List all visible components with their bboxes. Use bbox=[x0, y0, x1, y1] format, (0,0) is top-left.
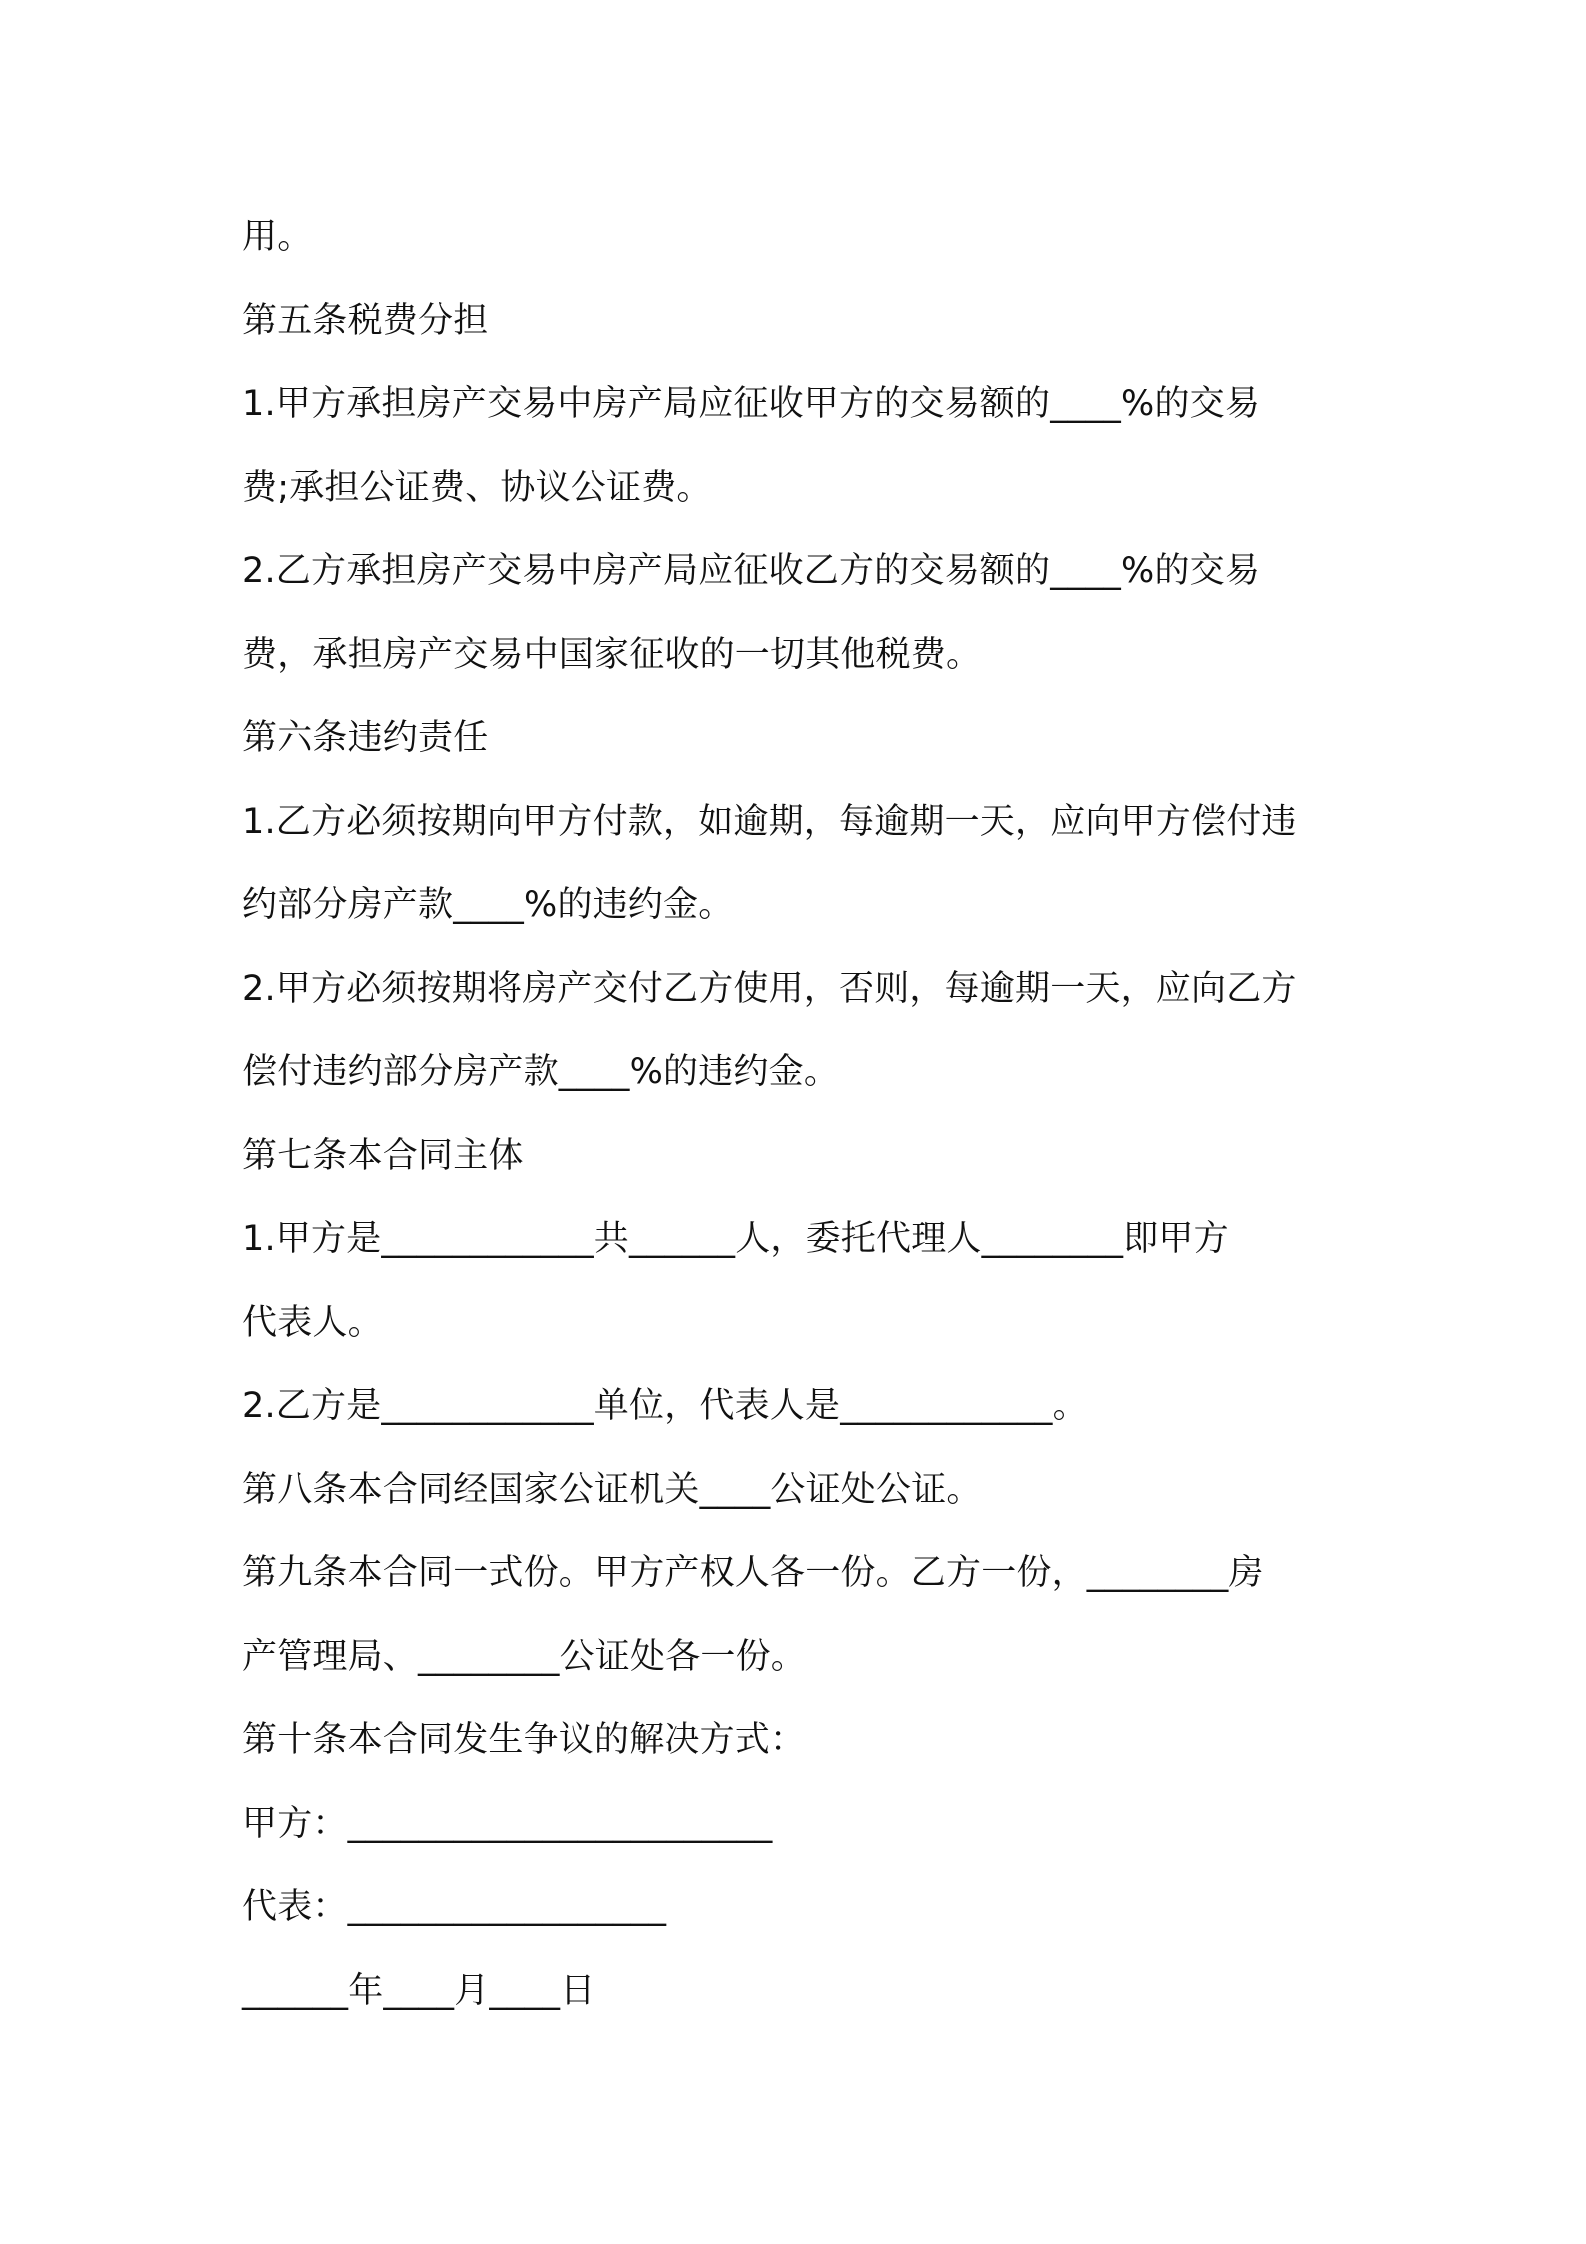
article-8: 第八条本合同经国家公证机关____公证处公证。 bbox=[242, 1469, 982, 1510]
date-line: ______年____月____日 bbox=[242, 1970, 596, 2011]
document-body bbox=[242, 196, 1352, 2033]
article-5-clause-1-line-2: 费;承担公证费、协议公证费。 bbox=[242, 467, 712, 508]
article-10: 第十条本合同发生争议的解决方式： bbox=[242, 1720, 806, 1760]
article-6-heading: 第六条违约责任 bbox=[242, 718, 489, 758]
representative-signature-line: 代表：__________________ bbox=[242, 1887, 667, 1927]
article-9-line-2: 产管理局、________公证处各一份。 bbox=[242, 1636, 807, 1677]
article-5-clause-2-line-2: 费，承担房产交易中国家征收的一切其他税费。 bbox=[242, 634, 982, 675]
article-6-clause-2-line-2: 偿付违约部分房产款____%的违约金。 bbox=[242, 1052, 840, 1092]
article-6-clause-1-line-1: 1.乙方必须按期向甲方付款，如逾期，每逾期一天，应向甲方偿付违 bbox=[242, 801, 1297, 842]
article-7-clause-1-line-1: 1.甲方是____________共______人，委托代理人________即甲方 bbox=[242, 1219, 1229, 1259]
article-7-clause-1-line-2: 代表人。 bbox=[242, 1302, 383, 1343]
article-6-clause-1-line-2: 约部分房产款____%的违约金。 bbox=[242, 885, 734, 925]
article-9-line-1: 第九条本合同一式份。甲方产权人各一份。乙方一份，________房 bbox=[242, 1553, 1264, 1593]
article-6-clause-2-line-1: 2.甲方必须按期将房产交付乙方使用，否则，每逾期一天，应向乙方 bbox=[242, 968, 1297, 1009]
article-7-clause-2: 2.乙方是____________单位，代表人是____________。 bbox=[242, 1386, 1088, 1426]
article-5-clause-1-line-1: 1.甲方承担房产交易中房产局应征收甲方的交易额的____%的交易 bbox=[242, 384, 1261, 424]
party-a-signature-line: 甲方：________________________ bbox=[242, 1803, 773, 1844]
article-7-heading: 第七条本合同主体 bbox=[242, 1135, 524, 1176]
article-5-heading: 第五条税费分担 bbox=[242, 300, 489, 341]
article-5-clause-2-line-1: 2.乙方承担房产交易中房产局应征收乙方的交易额的____%的交易 bbox=[242, 551, 1261, 591]
text-line-continuation: 用。 bbox=[242, 217, 313, 257]
